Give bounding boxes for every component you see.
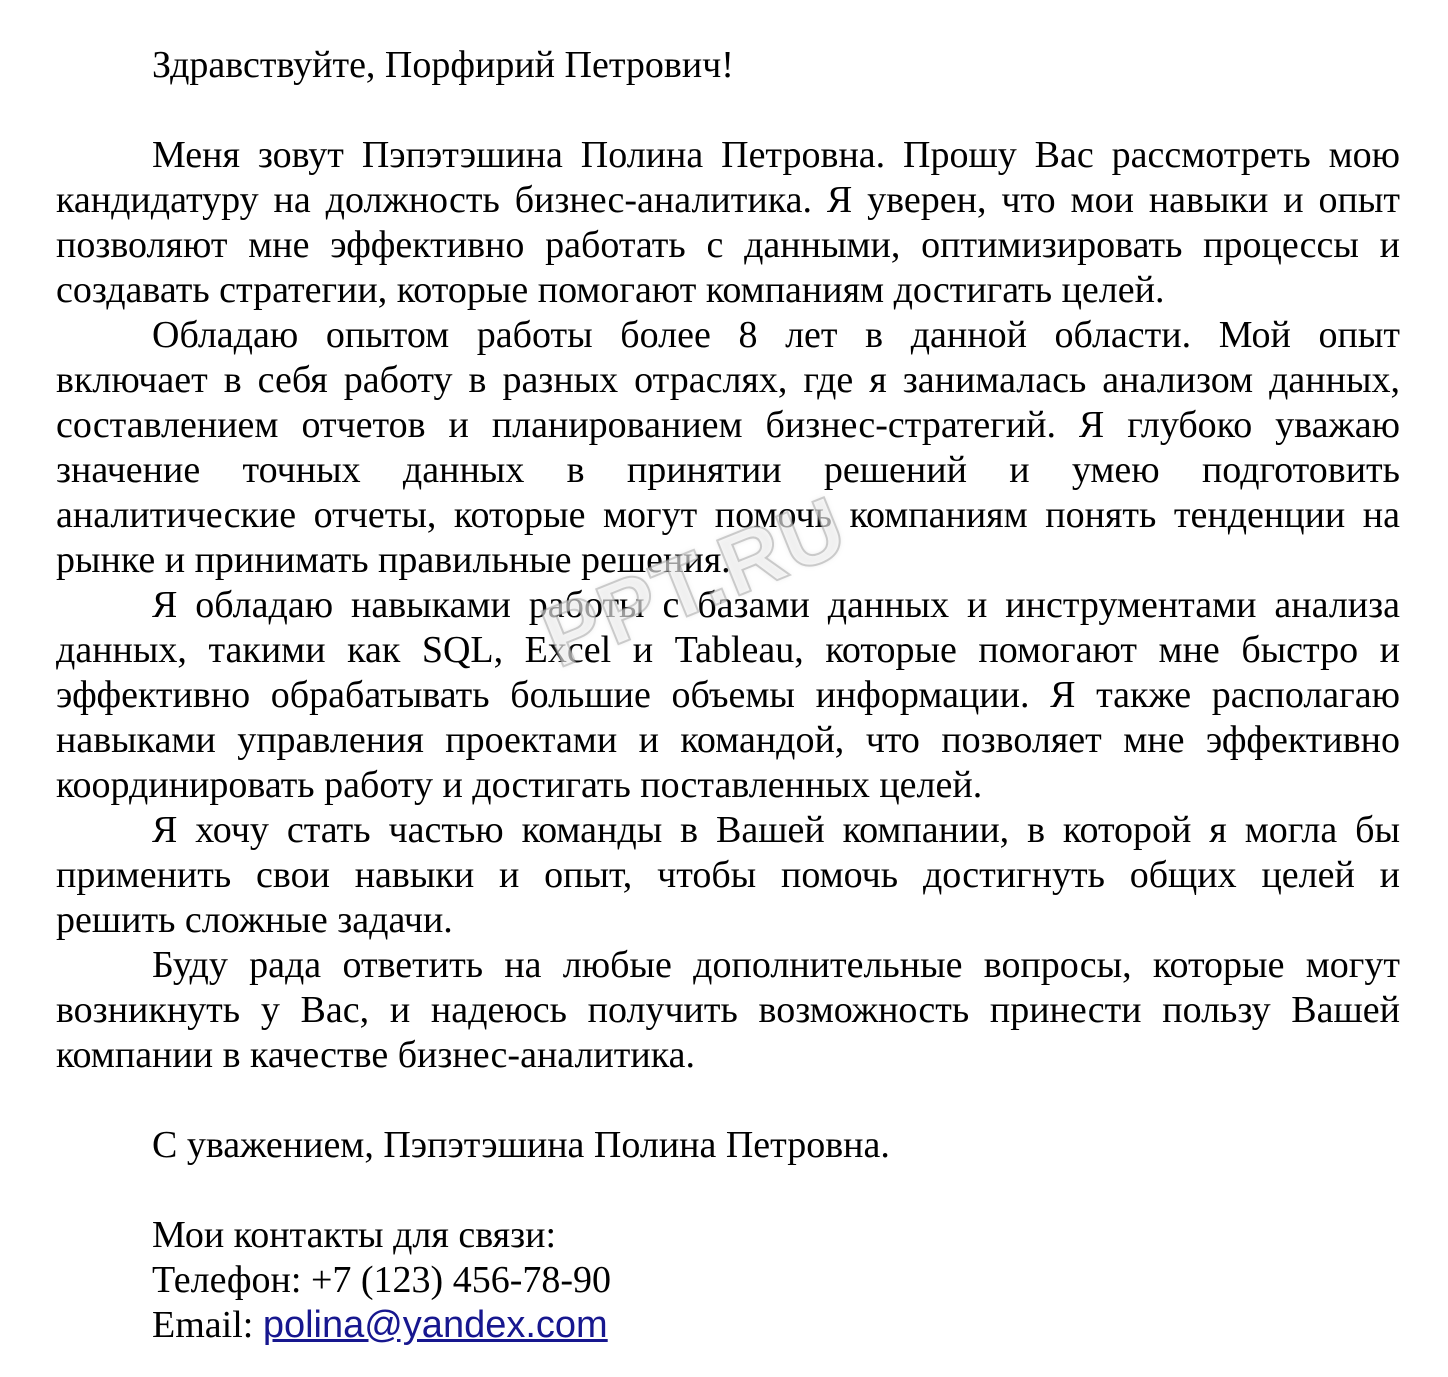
greeting-line: Здравствуйте, Порфирий Петрович!	[152, 44, 734, 86]
paragraph-line: кандидатуру на должность бизнес-аналитика. Я уверен, что мои навыки и опыт	[56, 179, 1400, 221]
contacts-heading: Мои контакты для связи:	[152, 1214, 557, 1256]
paragraph-line: координировать работу и достигать поставленных целей.	[56, 764, 983, 806]
paragraph-line: эффективно обрабатывать большие объемы информации. Я также располагаю	[56, 674, 1400, 716]
blank-line	[56, 88, 1400, 133]
paragraph-line: Я обладаю навыками работы с базами данных и инструментами анализа	[152, 584, 1400, 626]
email-line	[56, 1303, 1400, 1348]
paragraph-line: Меня зовут Пэпэтэшина Полина Петровна. Прошу Вас рассмотреть мою	[152, 134, 1400, 176]
paragraphs	[56, 133, 1400, 1078]
paragraph-line: позволяют мне эффективно работать с данными, оптимизировать процессы и	[56, 224, 1400, 266]
paragraph-line: рынке и принимать правильные решения.	[56, 539, 731, 581]
phone-line	[56, 1258, 1400, 1303]
paragraph-line: аналитические отчеты, которые могут помочь компаниям понять тенденции на	[56, 494, 1400, 536]
paragraph-line: применить свои навыки и опыт, чтобы помочь достигнуть общих целей и	[56, 854, 1400, 896]
paragraph-line: возникнуть у Вас, и надеюсь получить возможность принести пользу Вашей	[56, 989, 1400, 1031]
signature-line: С уважением, Пэпэтэшина Полина Петровна.	[152, 1124, 890, 1166]
paragraph-line: Я хочу стать частью команды в Вашей компании, в которой я могла бы	[152, 809, 1400, 851]
watermark: PPT.RU	[529, 478, 860, 687]
paragraph-line: создавать стратегии, которые помогают компаниям достигать целей.	[56, 269, 1165, 311]
paragraph-line: компании в качестве бизнес-аналитика.	[56, 1034, 695, 1076]
paragraph-line: Буду рада ответить на любые дополнительные вопросы, которые могут	[152, 944, 1400, 986]
paragraph-line: включает в себя работу в разных отраслях, где я занималась анализом данных,	[56, 359, 1400, 401]
paragraph-line: составлением отчетов и планированием бизнес-стратегий. Я глубоко уважаю	[56, 404, 1400, 446]
paragraph-line: значение точных данных в принятии решений и умею подготовить	[56, 449, 1400, 491]
phone-label: Телефон:	[152, 1259, 311, 1301]
paragraph-line: решить сложные задачи.	[56, 899, 453, 941]
letter-body	[56, 43, 1400, 1348]
email-label: Email:	[152, 1304, 263, 1346]
blank-line	[56, 1078, 1400, 1123]
email-link[interactable]: polina@yandex.com	[262, 1304, 608, 1346]
paragraph-line: данных, такими как SQL, Excel и Tableau, которые помогают мне быстро и	[56, 629, 1400, 671]
phone-number: +7 (123) 456-78-90	[310, 1259, 612, 1301]
paragraph-line: навыками управления проектами и командой, что позволяет мне эффективно	[56, 719, 1400, 761]
blank-line	[56, 1168, 1400, 1213]
paragraph-line: Обладаю опытом работы более 8 лет в данной области. Мой опыт	[152, 314, 1400, 356]
